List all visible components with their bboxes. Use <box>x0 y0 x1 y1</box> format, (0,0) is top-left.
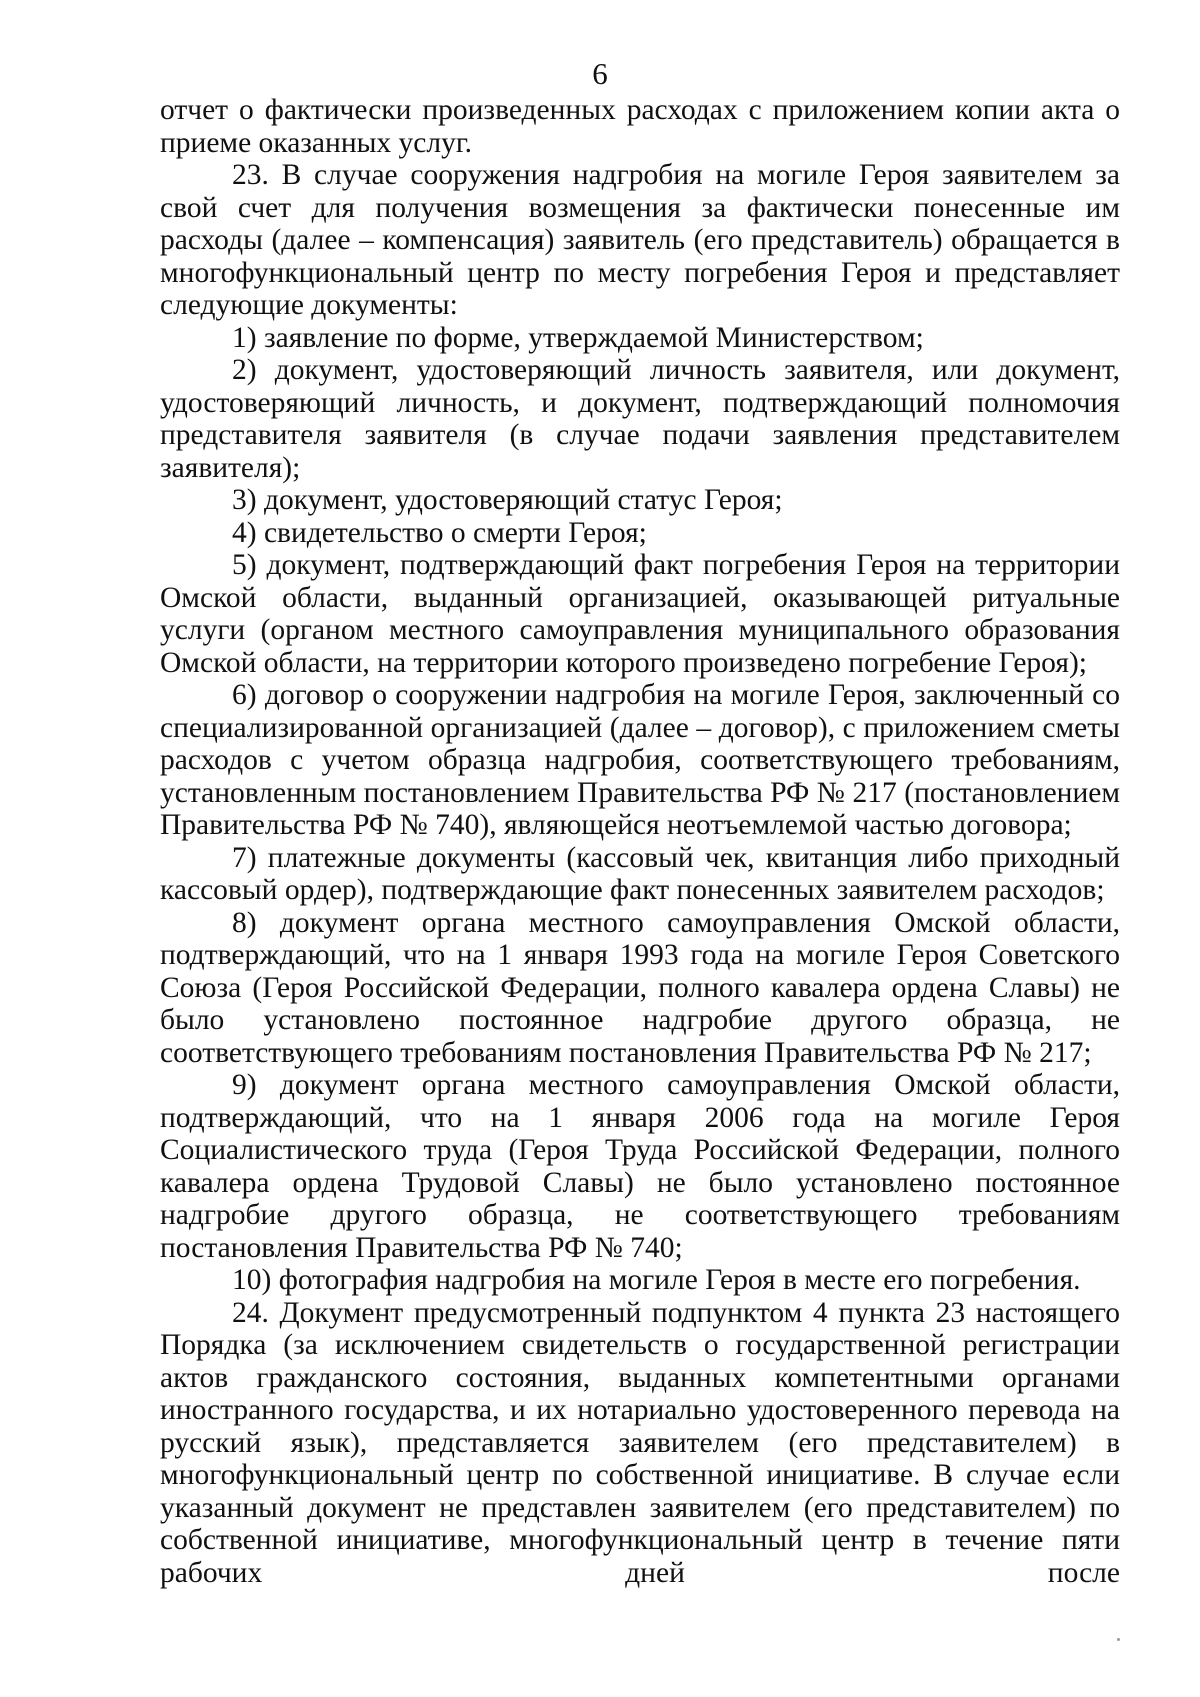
paragraph-item-24: 24. Документ предусмотренный подпунктом 4 пункта 23 настоящего Порядка (за исключением свидетельств о государственной регистрации актов гражданского состояния, выданных компетентными органами иностранного государства, и их нотариально удостоверенного перевода на русский язык), представляется заявителем (его представителем) в многофункциональный центр по собственной инициативе. В случае если указанный документ не представлен заявителем (его представителем) по собственной инициативе, многофункциональный центр в течение пяти рабочих дней после <box>160 1296 1120 1589</box>
list-item-4: 4) свидетельство о смерти Героя; <box>232 516 647 549</box>
list-item-1: 1) заявление по форме, утверждаемой Министерством; <box>232 321 924 354</box>
list-item-2: 2) документ, удостоверяющий личность заявителя, или документ, удостоверяющий личность, и документ, подтверждающий полномочия представителя заявителя (в случае подачи заявления представителем заявителя); <box>160 354 1120 484</box>
list-item-9: 9) документ органа местного самоуправления Омской области, подтверждающий, что на 1 января 2006 года на могиле Героя Социалистического труда (Героя Труда Российской Федерации, полного кавалера ордена Трудовой Славы) не было установлено постоянное надгробие другого образца, не соответствующего требованиям постановления Правительства РФ № 740; <box>160 1069 1120 1264</box>
paragraph-item-23: 23. В случае сооружения надгробия на могиле Героя заявителем за свой счет для получения возмещения за фактически понесенные им расходы (далее – компенсация) заявитель (его представитель) обращается в многофункциональный центр по месту погребения Героя и представляет следующие документы: <box>160 159 1120 321</box>
paragraph-continuation: отчет о фактически произведенных расходах с приложением копии акта о приеме оказанных услуг. <box>160 94 1120 159</box>
list-item-10: 10) фотография надгробия на могиле Героя в месте его погребения. <box>232 1264 1081 1296</box>
list-item-7: 7) платежные документы (кассовый чек, квитанция либо приходный кассовый ордер), подтверждающие факт понесенных заявителем расходов; <box>160 841 1120 906</box>
list-item-3: 3) документ, удостоверяющий статус Героя; <box>232 484 783 516</box>
body-text <box>160 94 1120 1589</box>
list-item-8: 8) документ органа местного самоуправления Омской области, подтверждающий, что на 1 января 1993 года на могиле Героя Советского Союза (Героя Российской Федерации, полного кавалера ордена Славы) не было установлено постоянное надгробие другого образца, не соответствующего требованиям постановления Правительства РФ № 217; <box>160 906 1120 1069</box>
list-item-5: 5) документ, подтверждающий факт погребения Героя на территории Омской области, выданный организацией, оказывающей ритуальные услуги (органом местного самоуправления муниципального образования Омской области, на территории которого произведено погребение Героя); <box>160 549 1120 679</box>
page-number: 6 <box>592 56 608 91</box>
scan-speck <box>1117 1638 1120 1641</box>
list-item-6: 6) договор о сооружении надгробия на могиле Героя, заключенный со специализированной организацией (далее – договор), с приложением сметы расходов с учетом образца надгробия, соответствующего требованиям, установленным постановлением Правительства РФ № 217 (постановлением Правительства РФ № 740), являющейся неотъемлемой частью договора; <box>160 679 1120 841</box>
